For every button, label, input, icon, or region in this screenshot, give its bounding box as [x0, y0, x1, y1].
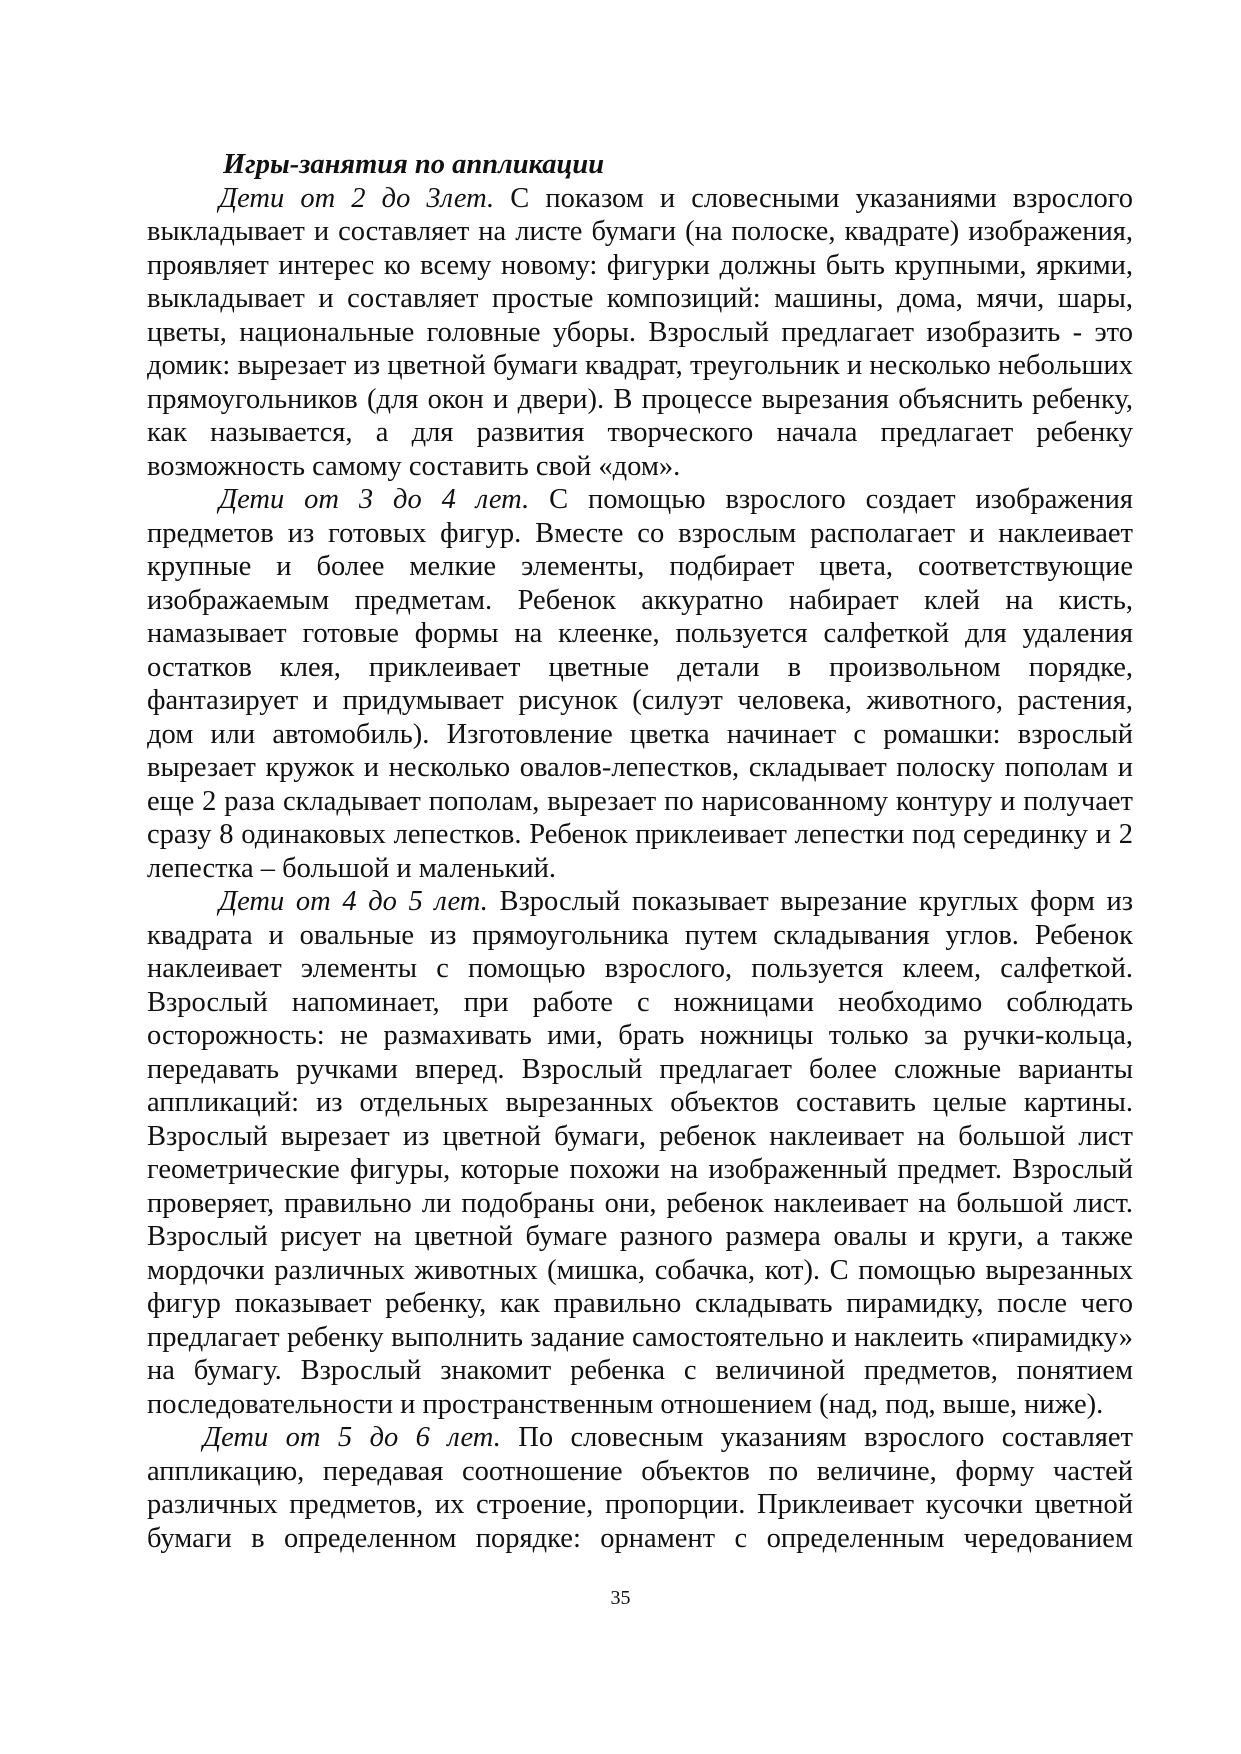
age-group-label: Дети от 4 до 5 лет.	[219, 886, 488, 917]
page-content	[147, 148, 1133, 1555]
paragraph-text: С показом и словесными указаниями взрослого выкладывает и составляет на листе бумаги (на полоске, квадрате) изображения, проявляет интерес ко всему новому: фигурки должны быть крупными, яркими, выкладывает и составляет простые композиций: машины, дома, мячи, шары, цветы, национальные головные уборы. Взрослый предлагает изобразить - это домик: вырезает из цветной бумаги квадрат, треугольник и несколько небольших прямоугольников (для окон и двери). В процессе вырезания объяснить ребенку, как называется, а для развития творческого начала предлагает ребенку возможность самому составить свой «дом».	[147, 182, 1133, 482]
age-group-label: Дети от 3 до 4 лет.	[219, 484, 530, 515]
paragraph-age-5-6	[147, 1421, 1133, 1555]
paragraph-age-3-4	[147, 483, 1133, 885]
age-group-label: Дети от 5 до 6 лет.	[203, 1422, 501, 1453]
page-number: 35	[610, 1587, 631, 1609]
paragraph-text: Взрослый показывает вырезание круглых форм из квадрата и овальные из прямоугольника путем складывания углов. Ребенок наклеивает элементы с помощью взрослого, пользуется клеем, салфеткой. Взрослый напоминает, при работе с ножницами необходимо соблюдать осторожность: не размахивать ими, брать ножницы только за ручки-кольца, передавать ручками вперед. Взрослый предлагает более сложные варианты аппликаций: из отдельных вырезанных объектов составить целые картины. Взрослый вырезает из цветной бумаги, ребенок наклеивает на большой лист геометрические фигуры, которые похожи на изображенный предмет. Взрослый проверяет, правильно ли подобраны они, ребенок наклеивает на большой лист. Взрослый рисует на цветной бумаге разного размера овалы и круги, а также мордочки различных животных (мишка, собачка, кот). С помощью вырезанных фигур показывает ребенку, как правильно складывать пирамидку, после чего предлагает ребенку выполнить задание самостоятельно и наклеить «пирамидку» на бумагу. Взрослый знакомит ребенка с величиной предметов, понятием последовательности и пространственным отношением (над, под, выше, ниже).	[147, 886, 1133, 1420]
paragraph-text: С помощью взрослого создает изображения предметов из готовых фигур. Вместе со взрослым располагает и наклеивает крупные и более мелкие элементы, подбирает цвета, соответствующие изображаемым предметам. Ребенок аккуратно набирает клей на кисть, намазывает готовые формы на клеенке, пользуется салфеткой для удаления остатков клея, приклеивает цветные детали в произвольном порядке, фантазирует и придумывает рисунок (силуэт человека, животного, растения, дом или автомобиль). Изготовление цветка начинает с ромашки: взрослый вырезает кружок и несколько овалов-лепестков, складывает полоску пополам и еще 2 раза складывает пополам, вырезает по нарисованному контуру и получает сразу 8 одинаковых лепестков. Ребенок приклеивает лепестки под серединку и 2 лепестка – большой и маленький.	[147, 484, 1133, 884]
paragraph-age-4-5	[147, 885, 1133, 1421]
paragraph-age-2-3	[147, 182, 1133, 484]
age-group-label: Дети от 2 до 3лет.	[219, 182, 495, 214]
section-heading: Игры-занятия по аппликации	[223, 149, 605, 180]
paragraph-text: По словесным указаниям взрослого составляет аппликацию, передавая соотношение объектов по величине, форму частей различных предметов, их строение, пропорции. Приклеивает кусочки цветной бумаги в определенном порядке: орнамент с определенным чередованием	[147, 1422, 1134, 1554]
